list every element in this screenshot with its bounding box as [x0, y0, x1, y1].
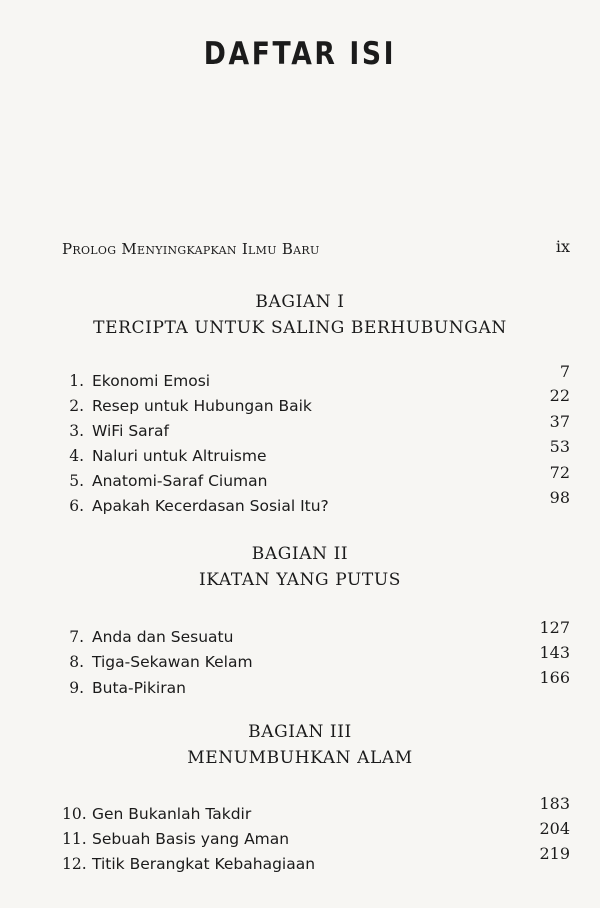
- chapter-number: 6.: [69, 497, 84, 515]
- chapter-page-number: 219: [539, 844, 570, 863]
- chapter-title: Sebuah Basis yang Aman: [92, 830, 290, 848]
- chapter-page-number: 98: [549, 488, 570, 507]
- chapter-title: Anatomi-Saraf Ciuman: [92, 472, 268, 490]
- chapter-number: 10.: [62, 805, 87, 823]
- chapter-number: 5.: [69, 472, 84, 490]
- prolog-entry: [62, 237, 570, 262]
- chapter-entry: [62, 447, 570, 469]
- chapter-title: Ekonomi Emosi: [92, 372, 211, 390]
- chapter-number: 3.: [69, 422, 84, 440]
- part-2-subtitle: IKATAN YANG PUTUS: [198, 570, 402, 590]
- chapter-entry: [62, 497, 570, 519]
- part-1-subtitle: TERCIPTA UNTUK SALING BERHUBUNGAN: [93, 318, 507, 338]
- chapter-entry: [62, 855, 570, 877]
- chapter-entry: [62, 628, 570, 650]
- chapter-page-number: 183: [539, 794, 570, 813]
- chapter-title: Apakah Kecerdasan Sosial Itu?: [92, 497, 329, 515]
- part-1-heading: BAGIAN I: [255, 292, 345, 312]
- chapter-entry: [62, 830, 570, 852]
- chapter-page-number: 7: [559, 362, 570, 381]
- chapter-title: Naluri untuk Altruisme: [92, 447, 267, 465]
- chapter-page-number: 72: [549, 463, 570, 482]
- chapter-page-number: 37: [549, 412, 570, 431]
- prolog-label: Prolog Menyingkapkan Ilmu Baru: [62, 240, 320, 258]
- chapter-entry: [62, 653, 570, 675]
- chapter-number: 9.: [69, 679, 84, 697]
- chapter-title: Buta-Pikiran: [92, 679, 186, 697]
- chapter-page-number: 53: [549, 437, 570, 456]
- part-3-heading: BAGIAN III: [248, 722, 352, 742]
- chapter-title: Gen Bukanlah Takdir: [92, 805, 252, 823]
- chapter-page-number: 127: [539, 618, 570, 637]
- chapter-page-number: 22: [549, 386, 570, 405]
- chapter-number: 8.: [69, 653, 84, 671]
- chapter-number: 2.: [69, 397, 84, 415]
- part-2-heading: BAGIAN II: [251, 544, 349, 564]
- chapter-number: 4.: [69, 447, 84, 465]
- chapter-title: Anda dan Sesuatu: [92, 628, 234, 646]
- chapter-entry: [62, 422, 570, 444]
- chapter-page-number: 166: [539, 668, 570, 687]
- prolog-page-number: ix: [555, 237, 570, 256]
- chapter-number: 7.: [69, 628, 84, 646]
- chapter-number: 1.: [69, 372, 84, 390]
- chapter-entry: [62, 372, 570, 394]
- chapter-title: Tiga-Sekawan Kelam: [92, 653, 253, 671]
- page-title: DAFTAR ISI: [203, 36, 397, 72]
- chapter-title: Resep untuk Hubungan Baik: [92, 397, 312, 415]
- chapter-entry: [62, 397, 570, 419]
- chapter-page-number: 143: [539, 643, 570, 662]
- chapter-title: WiFi Saraf: [92, 422, 169, 440]
- chapter-number: 11.: [62, 830, 87, 848]
- chapter-page-number: 204: [539, 819, 570, 838]
- chapter-title: Titik Berangkat Kebahagiaan: [92, 855, 316, 873]
- chapter-entry: [62, 679, 570, 701]
- chapter-entry: [62, 805, 570, 827]
- chapter-number: 12.: [62, 855, 87, 873]
- part-3-subtitle: MENUMBUHKAN ALAM: [187, 748, 413, 768]
- chapter-entry: [62, 472, 570, 494]
